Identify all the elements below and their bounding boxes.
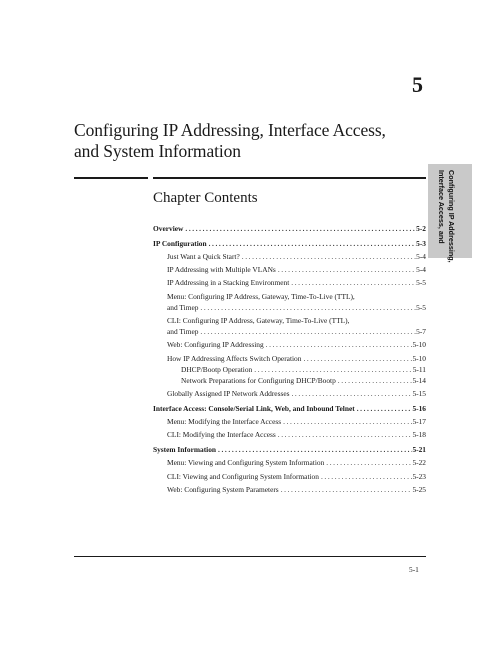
side-tab-line1: Configuring IP Addressing, [447, 170, 456, 263]
side-tab-line2: Interface Access, and [437, 170, 446, 244]
chapter-number: 5 [412, 72, 423, 97]
divider-main [153, 177, 426, 179]
divider-footer [74, 556, 426, 557]
toc-entry-cli-ip-config[interactable]: CLI: Configuring IP Address, Gateway, Time-To-Live (TTL), and Timep ..... 5-7 [153, 315, 426, 337]
toc-entry-overview[interactable]: Overview ..... 5-2 [153, 223, 426, 234]
toc-entry-cli-system-info[interactable]: CLI: Viewing and Configuring System Information ..... 5-23 [153, 471, 426, 482]
chapter-title: Configuring IP Addressing, Interface Access, and System Information [74, 120, 386, 161]
toc-entry-multiple-vlans[interactable]: IP Addressing with Multiple VLANs ..... 5-4 [153, 264, 426, 275]
page-number: 5-1 [409, 565, 419, 574]
contents-heading: Chapter Contents [153, 190, 258, 206]
toc-entry-network-preparations[interactable]: Network Preparations for Configuring DHCP/Bootp ..... 5-14 [153, 375, 426, 386]
table-of-contents [153, 223, 426, 495]
toc-entry-menu-system-info[interactable]: Menu: Viewing and Configuring System Information ..... 5-22 [153, 457, 426, 468]
toc-entry-dhcp-bootp[interactable]: DHCP/Bootp Operation ..... 5-11 [153, 364, 426, 375]
toc-entry-menu-ip-config[interactable]: Menu: Configuring IP Address, Gateway, Time-To-Live (TTL), and Timep ..... 5-5 [153, 291, 426, 313]
toc-entry-quick-start[interactable]: Just Want a Quick Start? ..... 5-4 [153, 251, 426, 262]
toc-entry-cli-interface-access[interactable]: CLI: Modifying the Interface Access ..... 5-18 [153, 429, 426, 440]
toc-entry-stacking[interactable]: IP Addressing in a Stacking Environment ..... 5-5 [153, 277, 426, 288]
divider-left [74, 177, 148, 179]
toc-entry-web-system-params[interactable]: Web: Configuring System Parameters ..... 5-25 [153, 484, 426, 495]
toc-entry-global-addresses[interactable]: Globally Assigned IP Network Addresses ..... 5-15 [153, 388, 426, 399]
toc-entry-system-information[interactable]: System Information ..... 5-21 [153, 444, 426, 455]
toc-entry-web-ip-config[interactable]: Web: Configuring IP Addressing ..... 5-10 [153, 339, 426, 350]
side-tab-label [436, 170, 456, 263]
toc-entry-switch-operation[interactable]: How IP Addressing Affects Switch Operation ..... 5-10 [153, 353, 426, 364]
toc-entry-interface-access[interactable]: Interface Access: Console/Serial Link, Web, and Inbound Telnet ..... 5-16 [153, 403, 426, 414]
toc-entry-menu-interface-access[interactable]: Menu: Modifying the Interface Access ..... 5-17 [153, 416, 426, 427]
toc-entry-ip-configuration[interactable]: IP Configuration ..... 5-3 [153, 238, 426, 249]
